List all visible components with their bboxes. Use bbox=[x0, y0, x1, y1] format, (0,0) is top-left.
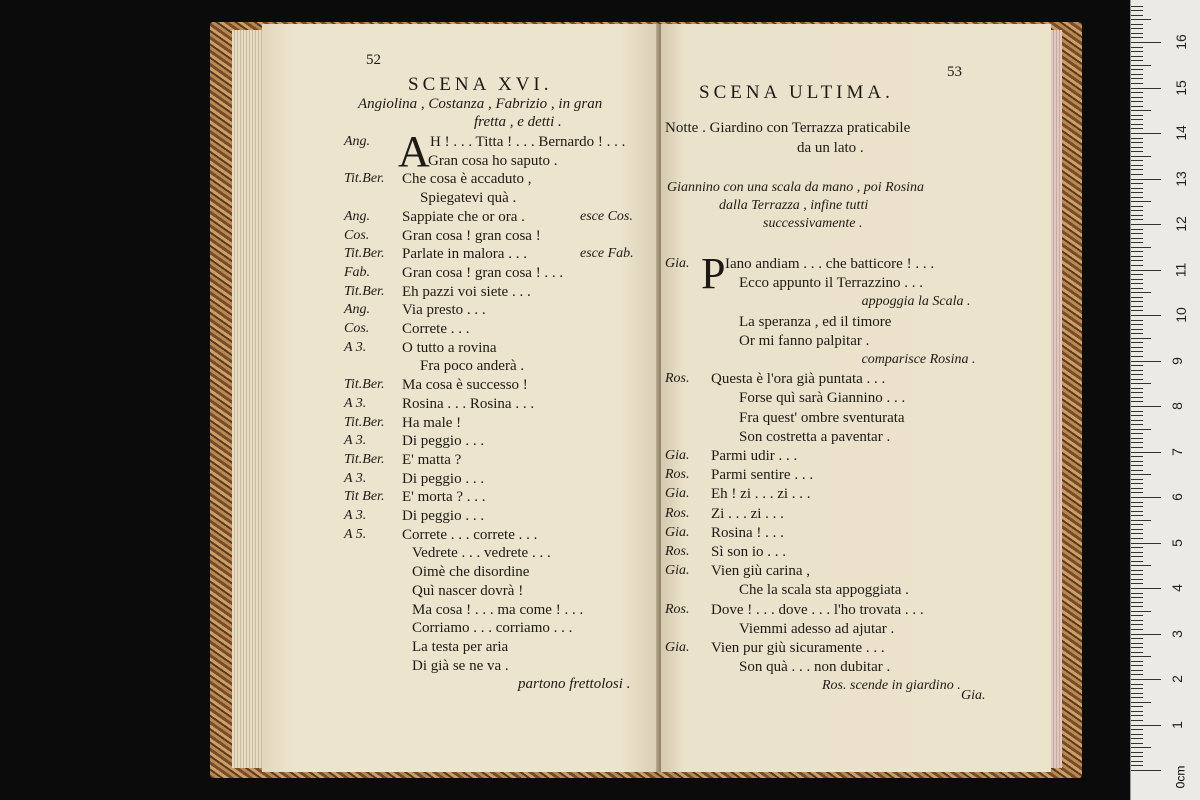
ruler-tick bbox=[1131, 370, 1143, 371]
ruler-tick bbox=[1131, 92, 1143, 93]
ruler-tick bbox=[1131, 329, 1143, 330]
ruler-tick bbox=[1131, 338, 1151, 339]
stage-note: esce Cos. bbox=[580, 208, 633, 224]
ruler-tick bbox=[1131, 60, 1143, 61]
dialogue-line: Di già se ne va . bbox=[412, 657, 509, 674]
catchword: Gia. bbox=[961, 688, 986, 703]
ruler-label: 4 bbox=[1168, 584, 1185, 592]
ruler-tick bbox=[1131, 643, 1143, 644]
ruler-tick bbox=[1131, 283, 1143, 284]
ruler-tick bbox=[1131, 374, 1143, 375]
ruler-tick bbox=[1131, 725, 1161, 726]
ruler-label: 11 bbox=[1172, 262, 1189, 277]
ruler-tick bbox=[1131, 88, 1161, 89]
drop-cap: P bbox=[701, 249, 726, 298]
ruler-tick bbox=[1131, 756, 1143, 757]
cast-line: dalla Terrazza , infine tutti bbox=[719, 198, 869, 213]
ruler-tick bbox=[1131, 602, 1143, 603]
ruler-tick bbox=[1131, 28, 1143, 29]
dialogue-line: Gran cosa ho saputo . bbox=[428, 152, 558, 169]
dialogue-line: Son costretta a paventar . bbox=[739, 428, 891, 445]
ruler-tick bbox=[1131, 51, 1143, 52]
ruler-tick bbox=[1131, 743, 1143, 744]
ruler-tick bbox=[1131, 47, 1143, 48]
ruler-tick bbox=[1131, 734, 1143, 735]
ruler-tick bbox=[1131, 547, 1143, 548]
dialogue-line: Che cosa è accaduto , bbox=[402, 171, 532, 188]
ruler-tick bbox=[1131, 670, 1143, 671]
ruler-tick bbox=[1131, 260, 1143, 261]
ruler-tick bbox=[1131, 588, 1161, 589]
ruler-tick bbox=[1131, 583, 1143, 584]
ruler-tick bbox=[1131, 702, 1151, 703]
ruler-tick bbox=[1131, 506, 1143, 507]
dialogue-line: E' morta ? . . . bbox=[402, 489, 486, 506]
ruler-tick bbox=[1131, 310, 1143, 311]
ruler-tick bbox=[1131, 347, 1143, 348]
dialogue-line: Che la scala sta appoggiata . bbox=[739, 582, 909, 599]
dialogue-line: Fra poco anderà . bbox=[420, 358, 525, 375]
ruler-tick bbox=[1131, 706, 1143, 707]
ruler-tick bbox=[1131, 133, 1161, 134]
ruler-label: 10 bbox=[1172, 307, 1189, 323]
ruler-tick bbox=[1131, 197, 1143, 198]
ruler-tick bbox=[1131, 351, 1143, 352]
dialogue-line: Ma cosa è successo ! bbox=[402, 377, 528, 394]
ruler-tick bbox=[1131, 647, 1143, 648]
ruler-tick bbox=[1131, 661, 1143, 662]
ruler-tick bbox=[1131, 10, 1143, 11]
dialogue-line: Questa è l'ora già puntata . . . bbox=[711, 371, 886, 388]
ruler-tick bbox=[1131, 684, 1143, 685]
ruler-tick bbox=[1131, 270, 1161, 271]
speaker-label: Gia. bbox=[665, 486, 690, 502]
ruler-tick bbox=[1131, 697, 1143, 698]
ruler-label: 7 bbox=[1168, 447, 1185, 456]
ruler-tick bbox=[1131, 752, 1143, 753]
ruler-tick bbox=[1131, 124, 1143, 125]
dialogue-line: Rosina ! . . . bbox=[711, 524, 784, 541]
ruler-tick bbox=[1131, 201, 1151, 202]
ruler-tick bbox=[1131, 634, 1161, 635]
ruler-tick bbox=[1131, 156, 1151, 157]
ruler-tick bbox=[1131, 256, 1143, 257]
ruler-tick bbox=[1131, 342, 1143, 343]
ruler-tick bbox=[1131, 361, 1161, 362]
dialogue-line: Or mi fanno palpitar . bbox=[739, 332, 870, 349]
dialogue-line: Vedrete . . . vedrete . . . bbox=[412, 545, 551, 562]
ruler-tick bbox=[1131, 69, 1143, 70]
ruler-tick bbox=[1131, 169, 1143, 170]
ruler-tick bbox=[1131, 420, 1143, 421]
ruler-tick bbox=[1131, 574, 1143, 575]
ruler-tick bbox=[1131, 320, 1143, 321]
ruler-tick bbox=[1131, 383, 1151, 384]
ruler-tick bbox=[1131, 238, 1143, 239]
ruler-tick bbox=[1131, 147, 1143, 148]
ruler-tick bbox=[1131, 78, 1143, 79]
ruler-tick bbox=[1131, 656, 1151, 657]
ruler-tick bbox=[1131, 556, 1143, 557]
dialogue-line: Forse quì sarà Giannino . . . bbox=[739, 390, 906, 407]
speaker-label: Tit Ber. bbox=[344, 489, 385, 505]
ruler-label: 15 bbox=[1172, 79, 1189, 96]
speaker-label: Tit.Ber. bbox=[344, 171, 385, 187]
dialogue-line: Gran cosa ! gran cosa ! . . . bbox=[402, 264, 564, 281]
ruler-label: 1 bbox=[1168, 720, 1185, 729]
ruler-tick bbox=[1131, 101, 1143, 102]
ruler-tick bbox=[1131, 65, 1151, 66]
dialogue-line: Parlate in malora . . . bbox=[402, 246, 527, 263]
ruler-tick bbox=[1131, 42, 1161, 43]
ruler-tick bbox=[1131, 552, 1143, 553]
speaker-label: Tit.Ber. bbox=[344, 246, 385, 262]
ruler-tick bbox=[1131, 288, 1143, 289]
ruler-tick bbox=[1131, 188, 1143, 189]
ruler-tick bbox=[1131, 6, 1143, 7]
dialogue-line: Quì nascer dovrà ! bbox=[412, 582, 524, 599]
ruler-tick bbox=[1131, 401, 1143, 402]
dialogue-line: H ! . . . Titta ! . . . Bernardo ! . . . bbox=[430, 134, 626, 150]
ruler-tick bbox=[1131, 529, 1143, 530]
dialogue-line: La testa per aria bbox=[412, 638, 509, 655]
ruler-tick bbox=[1131, 56, 1143, 57]
ruler-label: 16 bbox=[1172, 34, 1189, 50]
scene-title-left: SCENA XVI. bbox=[408, 74, 553, 95]
ruler-tick bbox=[1131, 151, 1143, 152]
ruler-tick bbox=[1131, 97, 1143, 98]
speaker-label: Ros. bbox=[665, 505, 690, 521]
ruler-tick bbox=[1131, 520, 1151, 521]
ruler-tick bbox=[1131, 470, 1143, 471]
ruler-tick bbox=[1131, 315, 1161, 316]
ruler-tick bbox=[1131, 679, 1161, 680]
setting-line: Notte . Giardino con Terrazza praticabile bbox=[665, 120, 911, 136]
speaker-label: A 3. bbox=[344, 339, 367, 355]
ruler-tick bbox=[1131, 392, 1143, 393]
ruler-tick bbox=[1131, 365, 1143, 366]
ruler-tick bbox=[1131, 37, 1143, 38]
dialogue-line: Iano andiam . . . che batticore ! . . . bbox=[725, 256, 935, 272]
ruler-tick bbox=[1131, 729, 1143, 730]
ruler-tick bbox=[1131, 543, 1161, 544]
ruler-tick bbox=[1131, 306, 1143, 307]
dialogue-line: Gran cosa ! gran cosa ! bbox=[402, 227, 541, 244]
speaker-label: Ang. bbox=[344, 302, 371, 318]
ruler-tick bbox=[1131, 606, 1143, 607]
ruler-tick bbox=[1131, 174, 1143, 175]
ruler-tick bbox=[1131, 83, 1143, 84]
ruler-label: 5 bbox=[1168, 538, 1185, 547]
dialogue-line: Viemmi adesso ad ajutar . bbox=[739, 620, 895, 637]
dialogue-line: La speranza , ed il timore bbox=[739, 313, 892, 330]
ruler-tick bbox=[1131, 570, 1143, 571]
dialogue-line: Correte . . . correte . . . bbox=[402, 526, 538, 543]
ruler-tick bbox=[1131, 229, 1143, 230]
ruler-tick bbox=[1131, 456, 1143, 457]
dialogue-line: Di peggio . . . bbox=[402, 433, 485, 450]
speaker-label: Fab. bbox=[344, 264, 371, 280]
dialogue-line: Ecco appunto il Terrazzino . . . bbox=[739, 275, 924, 292]
ruler-tick bbox=[1131, 210, 1143, 211]
ruler-tick bbox=[1131, 192, 1143, 193]
dialogue-line: Dove ! . . . dove . . . l'ho trovata . . . bbox=[711, 601, 924, 618]
ruler-tick bbox=[1131, 411, 1143, 412]
ruler-tick bbox=[1131, 242, 1143, 243]
ruler-tick bbox=[1131, 629, 1143, 630]
cast-line: Giannino con una scala da mano , poi Rosina bbox=[667, 180, 925, 195]
ruler-tick bbox=[1131, 492, 1143, 493]
speaker-label: Tit.Ber. bbox=[344, 377, 385, 393]
dialogue-line: Vien giù carina , bbox=[711, 563, 811, 580]
dialogue-line: Corriamo . . . corriamo . . . bbox=[412, 620, 573, 637]
ruler-tick bbox=[1131, 524, 1143, 525]
drop-cap: A bbox=[398, 127, 430, 176]
ruler-tick bbox=[1131, 502, 1143, 503]
ruler-tick bbox=[1131, 251, 1143, 252]
speaker-label: Gia. bbox=[665, 524, 690, 540]
ruler-tick bbox=[1131, 474, 1151, 475]
dialogue-line: Fra quest' ombre sventurata bbox=[739, 409, 905, 426]
ruler-tick bbox=[1131, 488, 1143, 489]
dialogue-line: Zi . . . zi . . . bbox=[711, 505, 784, 522]
ruler-tick bbox=[1131, 106, 1143, 107]
ruler-tick bbox=[1131, 447, 1143, 448]
dialogue-line: Parmi udir . . . bbox=[711, 448, 798, 464]
ruler-tick bbox=[1131, 333, 1143, 334]
ruler-tick bbox=[1131, 465, 1143, 466]
ruler-tick bbox=[1131, 279, 1143, 280]
ruler-tick bbox=[1131, 720, 1143, 721]
ruler-tick bbox=[1131, 483, 1143, 484]
speaker-label: A 3. bbox=[344, 433, 367, 449]
ruler-tick bbox=[1131, 274, 1143, 275]
dialogue-line: O tutto a rovina bbox=[402, 339, 497, 356]
speaker-label: Gia. bbox=[665, 256, 690, 271]
ruler-tick bbox=[1131, 415, 1143, 416]
cast-line: successivamente . bbox=[763, 216, 863, 231]
ruler-tick bbox=[1131, 379, 1143, 380]
cast-line: Angiolina , Costanza , Fabrizio , in gran bbox=[358, 96, 603, 112]
ruler-tick bbox=[1131, 442, 1143, 443]
ruler-tick bbox=[1131, 715, 1143, 716]
speaker-label: Ang. bbox=[344, 208, 371, 224]
dialogue-line: Oimè che disordine bbox=[412, 564, 530, 581]
ruler-tick bbox=[1131, 301, 1143, 302]
ruler-tick bbox=[1131, 19, 1151, 20]
stage-direction: Ros. scende in giardino . bbox=[822, 678, 961, 694]
ruler-tick bbox=[1131, 611, 1151, 612]
speaker-label: Tit.Ber. bbox=[344, 283, 385, 299]
ruler-tick bbox=[1131, 388, 1143, 389]
ruler-tick bbox=[1131, 224, 1161, 225]
ruler-tick bbox=[1131, 292, 1151, 293]
stage-direction: partono frettolosi . bbox=[518, 676, 631, 692]
stage-direction: appoggia la Scala . bbox=[861, 294, 971, 310]
ruler-tick bbox=[1131, 688, 1143, 689]
ruler-label: 3 bbox=[1168, 629, 1185, 638]
ruler-tick bbox=[1131, 265, 1143, 266]
ruler-tick bbox=[1131, 615, 1143, 616]
ruler-tick bbox=[1131, 747, 1151, 748]
speaker-label: Gia. bbox=[665, 448, 690, 463]
ruler-tick bbox=[1131, 461, 1143, 462]
ruler-tick bbox=[1131, 761, 1143, 762]
ruler-tick bbox=[1131, 160, 1143, 161]
ruler-tick bbox=[1131, 74, 1143, 75]
ruler-tick bbox=[1131, 693, 1143, 694]
speaker-label: Gia. bbox=[665, 640, 690, 655]
speaker-label: Ros. bbox=[665, 467, 690, 483]
ruler-tick bbox=[1131, 565, 1151, 566]
dialogue-line: Correte . . . bbox=[402, 321, 470, 337]
ruler-tick bbox=[1131, 438, 1143, 439]
dialogue-line: Rosina . . . Rosina . . . bbox=[402, 395, 535, 412]
speaker-label: Ros. bbox=[665, 371, 690, 387]
speaker-label: Gia. bbox=[665, 563, 690, 579]
ruler-tick bbox=[1131, 515, 1143, 516]
speaker-label: Ros. bbox=[665, 544, 690, 559]
ruler-tick bbox=[1131, 206, 1143, 207]
ruler-tick bbox=[1131, 183, 1143, 184]
dialogue-line: Eh pazzi voi siete . . . bbox=[402, 283, 531, 300]
ruler-tick bbox=[1131, 219, 1143, 220]
ruler-tick bbox=[1131, 738, 1143, 739]
ruler-tick bbox=[1131, 424, 1143, 425]
ruler-tick bbox=[1131, 579, 1143, 580]
dialogue-line: Sappiate che or ora . bbox=[402, 208, 525, 225]
ruler-label: 14 bbox=[1172, 125, 1189, 141]
dialogue-line: Parmi sentire . . . bbox=[711, 467, 814, 484]
ruler-tick bbox=[1131, 593, 1143, 594]
dialogue-line: Di peggio . . . bbox=[402, 470, 485, 487]
speaker-label: Ang. bbox=[344, 134, 371, 149]
ruler-tick bbox=[1131, 356, 1143, 357]
ruler-tick bbox=[1131, 324, 1143, 325]
scene-title-right: SCENA ULTIMA. bbox=[699, 82, 894, 103]
page-number-right: 53 bbox=[947, 64, 962, 80]
ruler-tick bbox=[1131, 561, 1143, 562]
left-page bbox=[262, 24, 660, 772]
measurement-ruler bbox=[1130, 0, 1200, 800]
speaker-label: Tit.Ber. bbox=[344, 414, 385, 430]
speaker-label: A 3. bbox=[344, 395, 367, 411]
ruler-tick bbox=[1131, 433, 1143, 434]
ruler-tick bbox=[1131, 179, 1161, 180]
dialogue-line: E' matta ? bbox=[402, 451, 462, 468]
ruler-tick bbox=[1131, 711, 1143, 712]
ruler-tick bbox=[1131, 665, 1143, 666]
ruler-tick bbox=[1131, 652, 1143, 653]
ruler-label: 12 bbox=[1172, 216, 1189, 232]
dialogue-line: Sì son io . . . bbox=[711, 544, 787, 560]
speaker-label: Cos. bbox=[344, 227, 370, 243]
ruler-label: 8 bbox=[1168, 402, 1185, 410]
ruler-label: 6 bbox=[1168, 493, 1185, 501]
ruler-tick bbox=[1131, 770, 1161, 771]
dialogue-line: Vien pur giù sicuramente . . . bbox=[711, 640, 885, 656]
speaker-label: A 3. bbox=[344, 508, 367, 523]
ruler-tick bbox=[1131, 110, 1151, 111]
ruler-tick bbox=[1131, 138, 1143, 139]
dialogue-line: Di peggio . . . bbox=[402, 508, 485, 524]
ruler-tick bbox=[1131, 115, 1143, 116]
ruler-tick bbox=[1131, 533, 1143, 534]
ruler-tick bbox=[1131, 497, 1161, 498]
ruler-tick bbox=[1131, 511, 1143, 512]
ruler-tick bbox=[1131, 620, 1143, 621]
ruler-tick bbox=[1131, 397, 1143, 398]
ruler-tick bbox=[1131, 247, 1151, 248]
ruler-tick bbox=[1131, 597, 1143, 598]
ruler-tick bbox=[1131, 674, 1143, 675]
cast-line: fretta , e detti . bbox=[474, 114, 562, 130]
ruler-tick bbox=[1131, 297, 1143, 298]
ruler-tick bbox=[1131, 538, 1143, 539]
page-number-left: 52 bbox=[366, 52, 381, 68]
page-edges-left bbox=[232, 30, 266, 768]
ruler-tick bbox=[1131, 24, 1143, 25]
speaker-label: Ros. bbox=[665, 601, 690, 617]
ruler-tick bbox=[1131, 119, 1143, 120]
stage-note: esce Fab. bbox=[580, 246, 634, 262]
speaker-label: A 5. bbox=[344, 526, 367, 542]
ruler-tick bbox=[1131, 15, 1143, 16]
dialogue-line: Ma cosa ! . . . ma come ! . . . bbox=[412, 601, 584, 618]
dialogue-line: Son quà . . . non dubitar . bbox=[739, 659, 891, 676]
speaker-label: Cos. bbox=[344, 321, 370, 336]
speaker-label: A 3. bbox=[344, 470, 367, 486]
speaker-label: Tit.Ber. bbox=[344, 451, 385, 467]
ruler-tick bbox=[1131, 33, 1143, 34]
right-page bbox=[661, 24, 1051, 772]
stage-direction: comparisce Rosina . bbox=[861, 352, 976, 367]
ruler-label: 2 bbox=[1168, 675, 1185, 683]
ruler-tick bbox=[1131, 128, 1143, 129]
ruler-tick bbox=[1131, 165, 1143, 166]
ruler-tick bbox=[1131, 452, 1161, 453]
dialogue-line: Eh ! zi . . . zi . . . bbox=[711, 486, 811, 503]
ruler-tick bbox=[1131, 406, 1161, 407]
ruler-tick bbox=[1131, 215, 1143, 216]
dialogue-line: Ha male ! bbox=[402, 414, 462, 431]
setting-line: da un lato . bbox=[797, 140, 864, 156]
ruler-tick bbox=[1131, 765, 1143, 766]
ruler-tick bbox=[1131, 233, 1143, 234]
ruler-tick bbox=[1131, 142, 1143, 143]
ruler-tick bbox=[1131, 624, 1143, 625]
ruler-label: 0cm bbox=[1173, 765, 1188, 789]
ruler-tick bbox=[1131, 638, 1143, 639]
dialogue-line: Spiegatevi quà . bbox=[420, 190, 517, 207]
ruler-tick bbox=[1131, 479, 1143, 480]
ruler-tick bbox=[1131, 429, 1151, 430]
ruler-label: 9 bbox=[1168, 356, 1185, 365]
ruler-label: 13 bbox=[1172, 170, 1189, 187]
dialogue-line: Via presto . . . bbox=[402, 302, 486, 319]
